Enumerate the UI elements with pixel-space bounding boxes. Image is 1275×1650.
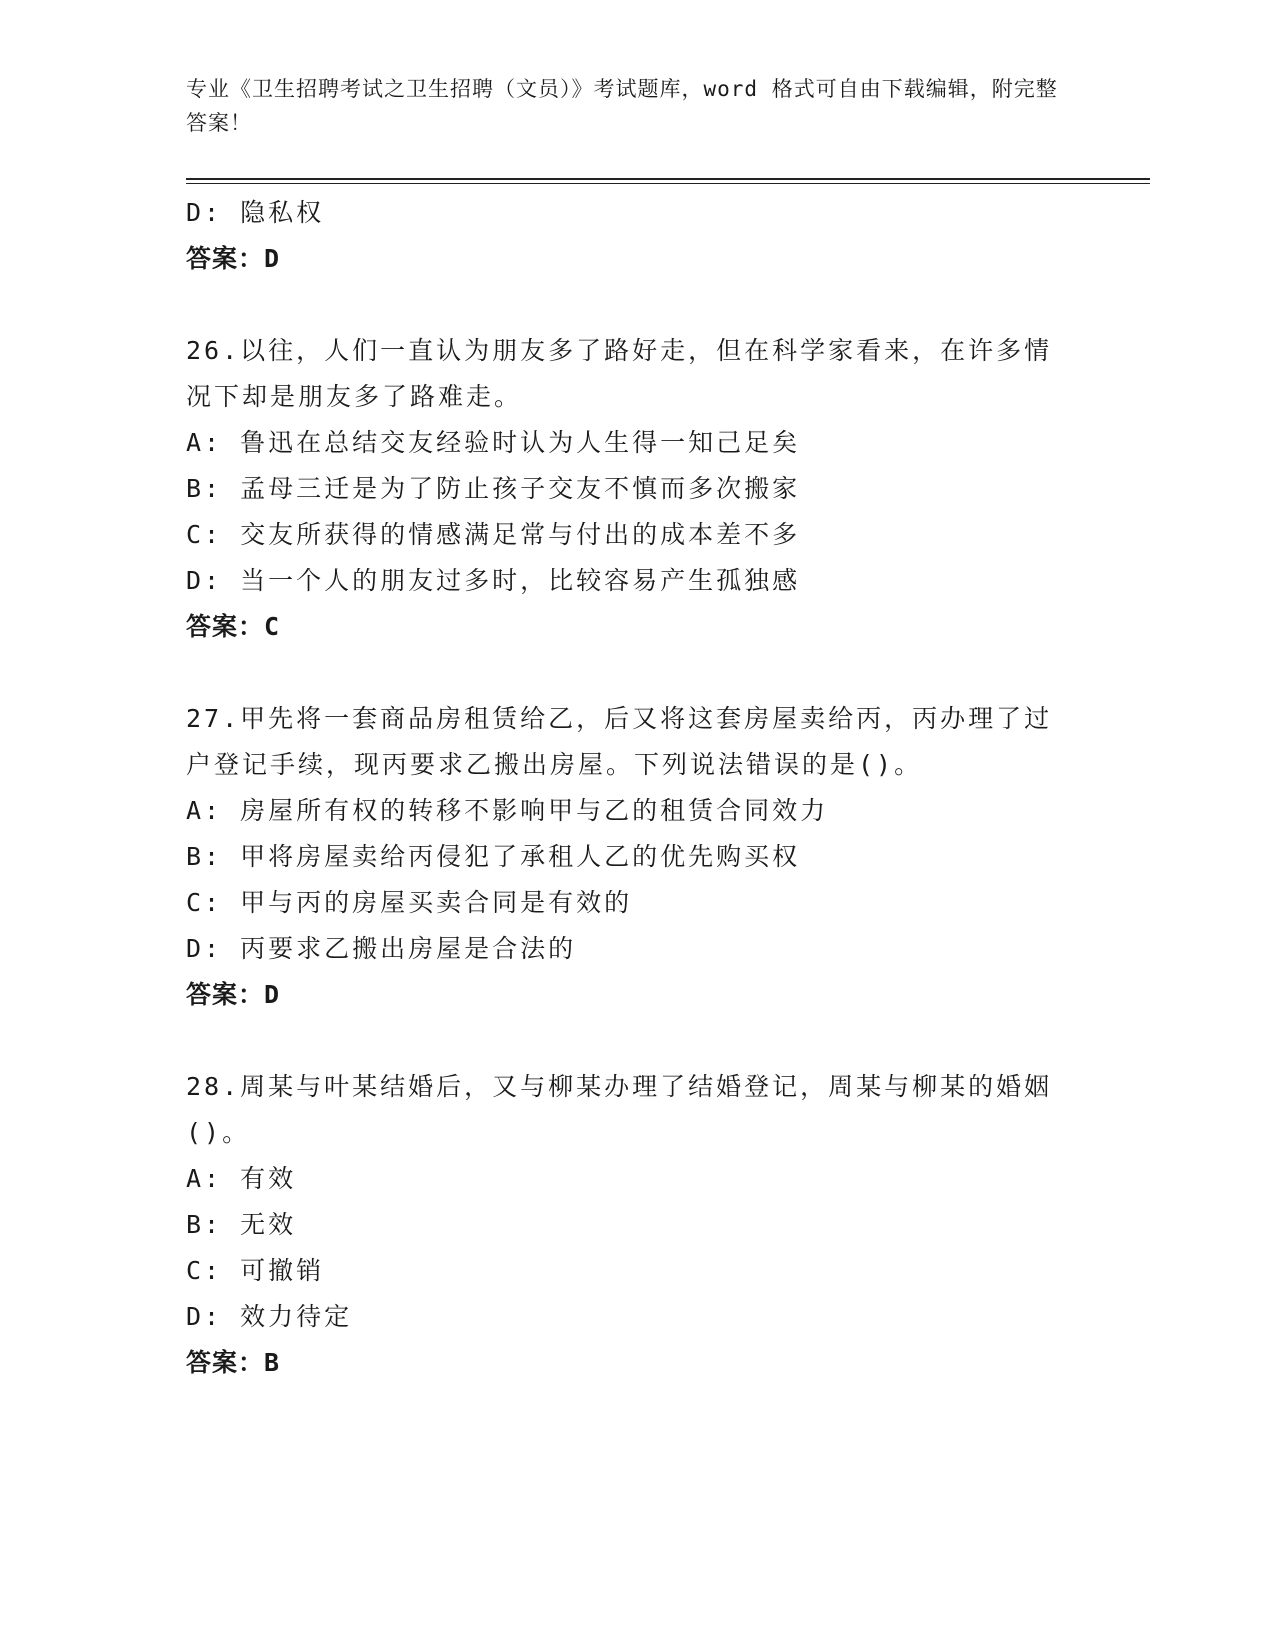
question-stem-line-1: 28.周某与叶某结婚后，又与柳某办理了结婚登记，周某与柳某的婚姻 xyxy=(186,1072,1053,1101)
option-d: D: 效力待定 xyxy=(186,1302,353,1331)
option-a: A: 鲁迅在总结交友经验时认为人生得一知己足矣 xyxy=(186,428,801,457)
answer-line: 答案：B xyxy=(186,1348,281,1377)
document-header: 专业《卫生招聘考试之卫生招聘（文员）》考试题库，word 格式可自由下载编辑，附完整答案！ xyxy=(186,77,1058,135)
question-stem-line-1: 27.甲先将一套商品房租赁给乙，后又将这套房屋卖给丙，丙办理了过 xyxy=(186,704,1053,733)
option-b: B: 孟母三迁是为了防止孩子交友不慎而多次搬家 xyxy=(186,474,801,503)
document-body xyxy=(186,190,1086,1386)
answer-line: 答案：D xyxy=(186,980,281,1009)
option-c: C: 可撤销 xyxy=(186,1256,325,1285)
option-d: D: 当一个人的朋友过多时，比较容易产生孤独感 xyxy=(186,566,801,595)
option-a: A: 有效 xyxy=(186,1164,297,1193)
question-26 xyxy=(186,328,1086,650)
question-stem-line-2: 户登记手续，现丙要求乙搬出房屋。下列说法错误的是()。 xyxy=(186,750,923,779)
question-stem-line-1: 26.以往，人们一直认为朋友多了路好走，但在科学家看来，在许多情 xyxy=(186,336,1053,365)
option-b: B: 无效 xyxy=(186,1210,297,1239)
header-rule-thick xyxy=(186,178,1150,180)
option-c: C: 交友所获得的情感满足常与付出的成本差不多 xyxy=(186,520,801,549)
previous-question-tail xyxy=(186,190,1086,282)
answer-line: 答案：D xyxy=(186,244,281,273)
question-28 xyxy=(186,1064,1086,1386)
question-27 xyxy=(186,696,1086,1018)
answer-line: 答案：C xyxy=(186,612,281,641)
option-a: A: 房屋所有权的转移不影响甲与乙的租赁合同效力 xyxy=(186,796,829,825)
option-b: B: 甲将房屋卖给丙侵犯了承租人乙的优先购买权 xyxy=(186,842,801,871)
option-d: D: 隐私权 xyxy=(186,198,325,227)
header-rule-thin xyxy=(186,183,1150,184)
question-stem-line-2: 况下却是朋友多了路难走。 xyxy=(186,382,523,411)
option-c: C: 甲与丙的房屋买卖合同是有效的 xyxy=(186,888,633,917)
question-stem-line-2: ()。 xyxy=(186,1118,251,1147)
option-d: D: 丙要求乙搬出房屋是合法的 xyxy=(186,934,577,963)
